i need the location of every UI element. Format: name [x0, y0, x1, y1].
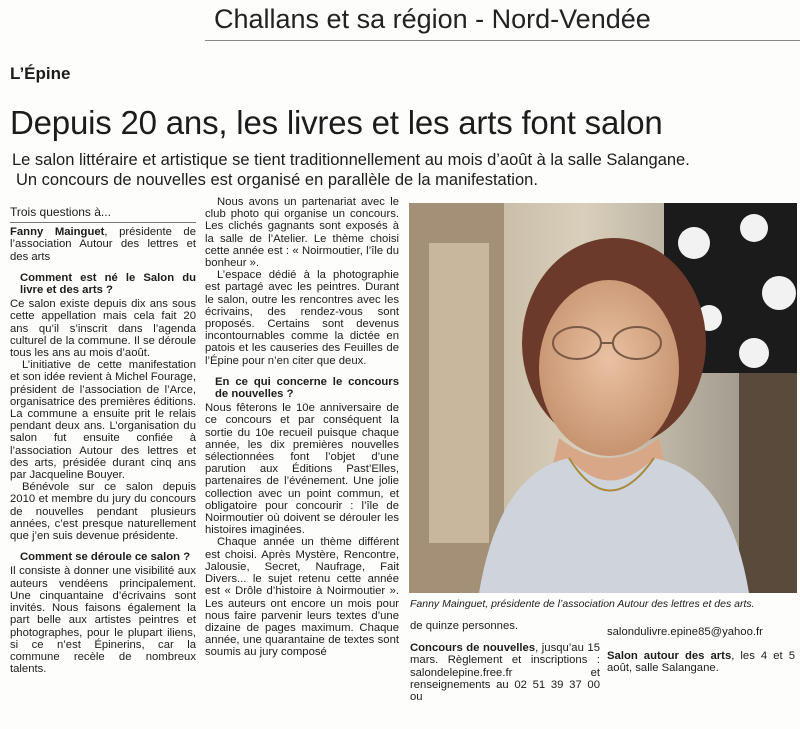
paragraph: L’espace dédié à la photographie est partagé avec les peintres. Durant le salon, outre les rencontres avec les écrivains, des rendez-vous sont proposés. Certains sont devenus incontournables comme la dictée en patois et les causeries des Feuilles de l’Épine pour n’en citer que deux.: [205, 269, 399, 367]
standfirst-line: Un concours de nouvelles est organisé en parallèle de la manifestation.: [16, 171, 538, 189]
kicker: L’Épine: [10, 64, 71, 83]
interview-rule: [10, 222, 196, 223]
info-box-salon: [607, 650, 795, 674]
contact-email: salondulivre.epine85@yahoo.fr: [607, 626, 763, 638]
interviewee-role: , présidente de l’association Autour des lettres et des arts: [10, 226, 196, 263]
header-rule: [205, 40, 800, 41]
interviewee-name: Fanny Mainguet: [10, 226, 105, 239]
article-column-4: [607, 626, 795, 675]
portrait-illustration: [409, 203, 797, 593]
info-label: Salon autour des arts: [607, 650, 732, 663]
paragraph: Bénévole sur ce salon depuis 2010 et membre du jury du concours de nouvelles pendant plusieurs années, c’est presque naturellement que j’en suis devenue présidente.: [10, 481, 196, 543]
info-label: Concours de nouvelles: [410, 642, 536, 655]
paragraph: Ce salon existe depuis dix ans sous cette appellation mais cela fait 20 ans qu’il s’inscrit dans l’agenda culturel de la commune. Il se déroule tous les ans au mois d’août.: [10, 298, 196, 360]
paragraph: de quinze personnes.: [410, 620, 519, 632]
article-column-2: [205, 196, 399, 659]
paragraph: Nous fêterons le 10e anniversaire de ce concours et par conséquent la sortie du 10e recueil puisque chaque année, les dix premières nouvelles sélectionnées font l’objet d’une parution aux Éditions Past’Elles, partenaires de l’événement. Une jolie collection avec un point commun, et obligatoire pour concourir : l’île de Noirmoutier où doivent se dérouler les histoires imaginées.: [205, 402, 399, 537]
question-heading: En ce qui concerne le concours de nouvelles ?: [215, 375, 399, 401]
interviewee: [10, 226, 196, 263]
info-box-contest: [410, 642, 600, 703]
paragraph: Nous avons un partenariat avec le club photo qui organise un concours. Les clichés gagnants sont exposés à la salle de l’Atelier. Le thème choisi cette année est : « Noirmoutier, l’île du bonheur ».: [205, 196, 399, 270]
section-header: Challans et sa région - Nord-Vendée: [214, 4, 651, 34]
article-column-3: [410, 620, 600, 703]
info-text: , jusqu’au 15 mars. Règlement et inscriptions : salondelepine.free.fr et renseignements au 02 51 39 37 00 ou: [410, 642, 600, 704]
interview-label: Trois questions à...: [10, 205, 111, 219]
standfirst-line: Le salon littéraire et artistique se tient traditionnellement au mois d’août à la salle Salangane.: [12, 151, 690, 169]
headline: Depuis 20 ans, les livres et les arts font salon: [10, 104, 663, 141]
portrait-photo: [409, 203, 797, 593]
paragraph: Chaque année un thème différent est choisi. Après Mystère, Rencontre, Jalousie, Secret, Naufrage, Fait Divers... le sujet retenu cette année est « Drôle d’histoire à Noirmoutier ». Les auteurs ont encore un mois pour nous faire parvenir leurs textes d’une dizaine de pages maximum. Chaque année, une quarantaine de textes sont soumis au jury composé: [205, 536, 399, 659]
info-text: , les 4 et 5 août, salle Salangane.: [607, 650, 795, 675]
paragraph: Il consiste à donner une visibilité aux auteurs vendéens principalement. Une cinquantaine d’écrivains sont invités. Nous faisons également la part belle aux artistes peintres et photographes, pour le plupart iliens, si ce n’est Épinerins, car la commune recèle de nombreux talents.: [10, 565, 196, 676]
question-heading: Comment est né le Salon du livre et des arts ?: [20, 271, 196, 297]
question-heading: Comment se déroule ce salon ?: [20, 551, 191, 564]
article-column-1: [10, 206, 196, 675]
paragraph: L’initiative de cette manifestation et son idée revient à Michel Fourage, président de l’association de l’Arce, organisatrice des premières éditions. La commune a ensuite prit le relais pendant deux ans. L’organisation du salon fut ensuite confiée à l’association Autour des lettres et des arts, présidée durant cinq ans par Jacqueline Bouyer.: [10, 359, 196, 482]
photo-caption: Fanny Mainguet, présidente de l’association Autour des lettres et des arts.: [410, 598, 755, 610]
